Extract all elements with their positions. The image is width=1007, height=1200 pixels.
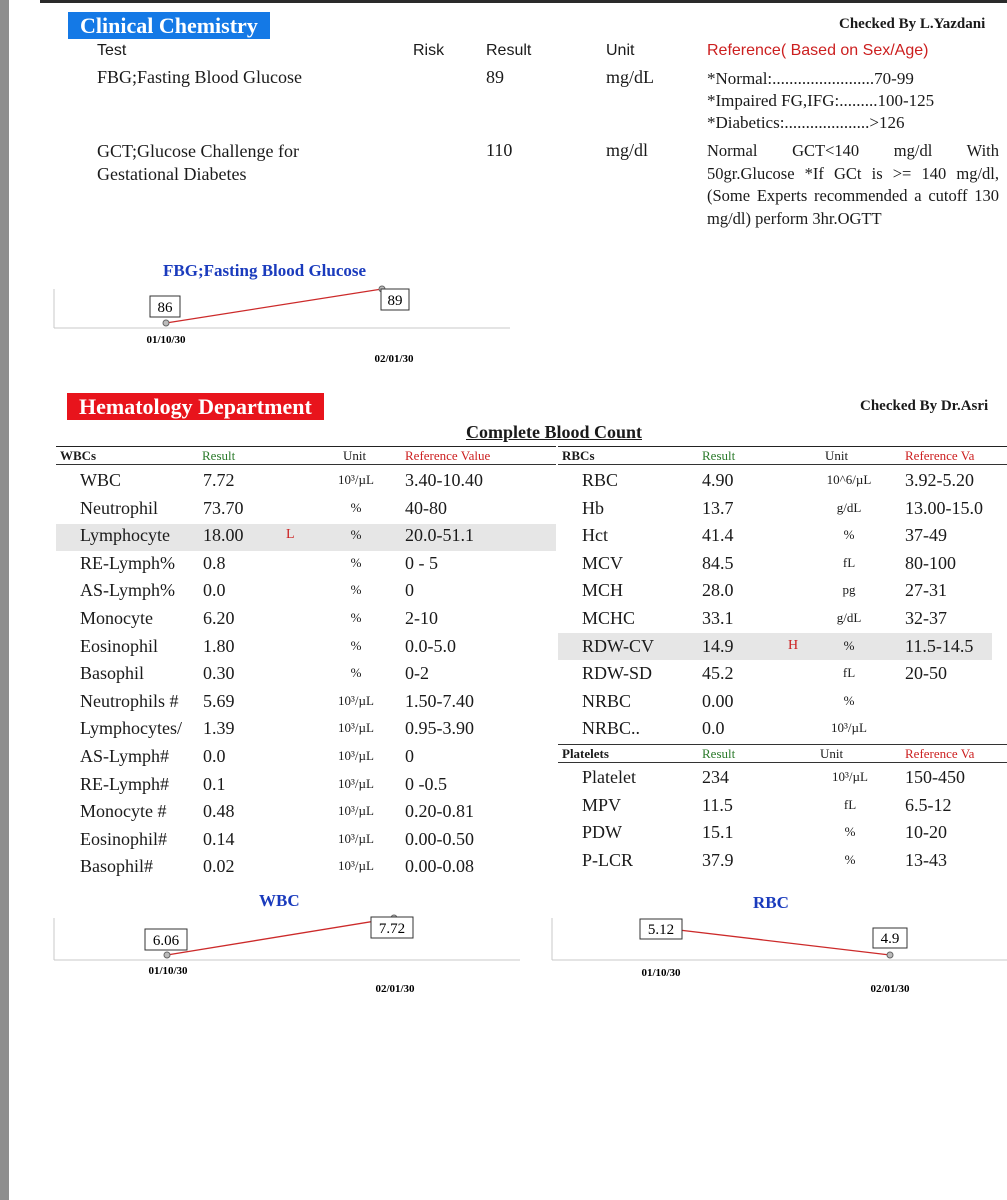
rbc-reference: 27-31 bbox=[905, 580, 947, 601]
wbc-reference: 0-2 bbox=[405, 663, 429, 684]
wbc-reference: 1.50-7.40 bbox=[405, 690, 474, 711]
wbc-result: 5.69 bbox=[203, 690, 235, 711]
wbc-unit: 10³/µL bbox=[338, 858, 374, 874]
wbc-test-name: Basophil# bbox=[80, 856, 154, 877]
wbc-col-group: WBCs bbox=[60, 448, 97, 463]
plt-reference: 13-43 bbox=[905, 849, 947, 870]
platelets-table-header bbox=[558, 744, 1007, 763]
wbc-row bbox=[56, 854, 536, 882]
rbc-unit: pg bbox=[842, 582, 856, 598]
clinical-chemistry-banner: Clinical Chemistry bbox=[68, 12, 270, 39]
plt-row bbox=[558, 793, 1007, 821]
wbc-test-name: Lymphocyte bbox=[80, 525, 170, 546]
plt-result: 11.5 bbox=[702, 794, 733, 815]
rbc-unit: fL bbox=[842, 554, 856, 570]
wbc-reference: 0 bbox=[405, 580, 414, 601]
rbc-col-reference: Reference Va bbox=[905, 448, 975, 463]
wbc-row bbox=[56, 468, 536, 496]
wbc-col-unit: Unit bbox=[343, 448, 367, 463]
rbc-value-label-2: 4.9 bbox=[880, 931, 900, 947]
fbg-trend-chart bbox=[52, 256, 512, 376]
fbg-reference bbox=[707, 68, 934, 134]
wbc-test-name: Eosinophil bbox=[80, 635, 159, 656]
wbc-result: 18.00 bbox=[203, 525, 244, 546]
wbc-result: 1.80 bbox=[203, 635, 235, 656]
rbc-flag: H bbox=[788, 637, 799, 653]
plt-result: 37.9 bbox=[702, 849, 734, 870]
header-unit: Unit bbox=[606, 42, 635, 59]
plt-col-result: Result bbox=[702, 746, 736, 761]
rbc-test-name: MCV bbox=[582, 552, 624, 573]
rbc-reference: 37-49 bbox=[905, 525, 947, 546]
gct-test-name bbox=[97, 140, 299, 186]
wbc-test-name: AS-Lymph% bbox=[80, 580, 176, 601]
rbc-result: 0.0 bbox=[702, 718, 725, 739]
wbc-reference: 40-80 bbox=[405, 497, 447, 518]
fbg-date-1: 01/10/30 bbox=[146, 334, 186, 346]
rbc-row bbox=[558, 634, 1007, 662]
plt-result: 15.1 bbox=[702, 822, 734, 843]
gct-result: 110 bbox=[486, 140, 513, 160]
rbc-col-result: Result bbox=[702, 448, 736, 463]
wbc-result: 0.14 bbox=[203, 828, 235, 849]
hematology-banner: Hematology Department bbox=[67, 393, 324, 420]
wbc-row bbox=[56, 716, 536, 744]
wbc-unit: 10³/µL bbox=[338, 720, 374, 736]
wbc-unit: 10³/µL bbox=[338, 803, 374, 819]
plt-test-name: MPV bbox=[582, 794, 622, 815]
wbc-test-name: Eosinophil# bbox=[80, 828, 168, 849]
wbc-result: 0.8 bbox=[203, 552, 226, 573]
wbc-result: 0.0 bbox=[203, 746, 226, 766]
wbc-row bbox=[56, 496, 536, 524]
fbg-trend-line bbox=[166, 289, 382, 323]
plt-col-unit: Unit bbox=[820, 746, 844, 761]
rbc-row bbox=[558, 496, 1007, 524]
rbc-result: 33.1 bbox=[702, 608, 734, 628]
rbc-row bbox=[558, 468, 1007, 496]
plt-result: 234 bbox=[702, 767, 729, 787]
wbc-unit: % bbox=[350, 554, 362, 570]
wbc-test-name: RE-Lymph% bbox=[80, 552, 175, 573]
wbc-reference: 0 - 5 bbox=[405, 552, 438, 573]
rbc-reference: 11.5-14.5 bbox=[905, 635, 974, 656]
wbc-reference: 0 -0.5 bbox=[405, 773, 447, 794]
wbc-chart-title: WBC bbox=[259, 891, 300, 910]
plt-unit: 10³/µL bbox=[832, 769, 868, 784]
fbg-test-name: FBG;Fasting Blood Glucose bbox=[97, 67, 303, 87]
wbc-unit: % bbox=[350, 665, 362, 681]
rbc-reference: 3.92-5.20 bbox=[905, 470, 974, 490]
wbc-reference: 2-10 bbox=[405, 608, 438, 628]
wbc-reference: 0.0-5.0 bbox=[405, 635, 456, 656]
wbc-result: 6.20 bbox=[203, 608, 235, 628]
wbc-result: 0.48 bbox=[203, 801, 235, 822]
wbc-reference: 0.20-0.81 bbox=[405, 801, 474, 822]
wbc-row bbox=[56, 772, 536, 800]
wbc-test-name: Neutrophils # bbox=[80, 690, 179, 711]
plt-reference: 150-450 bbox=[905, 767, 965, 787]
rbc-test-name: RDW-SD bbox=[582, 663, 653, 684]
fbg-point-1 bbox=[163, 320, 169, 326]
wbc-unit: 10³/µL bbox=[338, 830, 374, 846]
wbc-result: 0.1 bbox=[203, 773, 226, 794]
wbc-table-header bbox=[56, 446, 556, 465]
wbc-unit: % bbox=[350, 582, 362, 598]
rbc-unit: g/dL bbox=[836, 610, 862, 625]
cbc-title: Complete Blood Count bbox=[466, 422, 643, 442]
wbc-trend-line bbox=[167, 918, 394, 955]
rbc-result: 41.4 bbox=[702, 525, 734, 546]
fbg-date-2: 02/01/30 bbox=[374, 353, 414, 365]
clinical-checked-by: Checked By L.Yazdani bbox=[839, 16, 986, 32]
wbc-unit: 10³/µL bbox=[338, 472, 374, 487]
wbc-unit: % bbox=[350, 637, 362, 653]
wbc-unit: % bbox=[350, 527, 362, 543]
wbc-date-1: 01/10/30 bbox=[148, 965, 188, 977]
wbc-row bbox=[56, 578, 536, 606]
wbc-row bbox=[56, 551, 536, 579]
top-rule bbox=[40, 0, 1007, 3]
header-risk: Risk bbox=[413, 42, 445, 59]
rbc-unit: fL bbox=[842, 665, 856, 681]
rbc-test-name: MCHC bbox=[582, 608, 636, 628]
wbc-value-label-2: 7.72 bbox=[378, 921, 406, 937]
rbc-col-unit: Unit bbox=[825, 448, 849, 463]
plt-row bbox=[558, 765, 1007, 793]
wbc-row bbox=[56, 661, 536, 689]
plt-test-name: PDW bbox=[582, 822, 622, 843]
wbc-reference: 3.40-10.40 bbox=[405, 470, 483, 490]
gct-name-line2: Gestational Diabetes bbox=[97, 164, 247, 184]
plt-row bbox=[558, 848, 1007, 876]
plt-row bbox=[558, 820, 1007, 848]
rbc-test-name: RDW-CV bbox=[582, 635, 654, 656]
wbc-reference: 0.00-0.50 bbox=[405, 828, 474, 849]
wbc-test-name: WBC bbox=[80, 470, 122, 490]
wbc-reference: 0.00-0.08 bbox=[405, 856, 474, 877]
rbc-value-label-1: 5.12 bbox=[647, 922, 675, 938]
plt-test-name: P-LCR bbox=[582, 849, 634, 870]
fbg-chart-title: FBG;Fasting Blood Glucose bbox=[163, 261, 367, 280]
wbc-result: 1.39 bbox=[203, 718, 235, 739]
wbc-test-name: Basophil bbox=[80, 663, 145, 684]
rbc-result: 28.0 bbox=[702, 580, 734, 601]
rbc-result: 0.00 bbox=[702, 690, 734, 711]
wbc-result: 7.72 bbox=[203, 470, 235, 490]
rbc-reference: 20-50 bbox=[905, 663, 947, 684]
hematology-checked-by: Checked By Dr.Asri bbox=[860, 398, 989, 414]
rbc-reference: 32-37 bbox=[905, 608, 947, 628]
rbc-test-name: NRBC bbox=[582, 690, 632, 711]
rbc-result: 45.2 bbox=[702, 663, 734, 684]
gct-unit: mg/dl bbox=[606, 140, 649, 160]
plt-test-name: Platelet bbox=[582, 767, 636, 787]
rbc-unit: g/dL bbox=[836, 499, 862, 515]
wbc-result: 73.70 bbox=[203, 497, 244, 518]
wbc-row bbox=[56, 689, 536, 717]
rbc-test-name: MCH bbox=[582, 580, 624, 601]
fbg-unit: mg/dL bbox=[606, 67, 654, 87]
rbc-row bbox=[558, 661, 1007, 689]
rbc-row bbox=[558, 689, 1007, 717]
rbc-test-name: RBC bbox=[582, 470, 619, 490]
wbc-col-result: Result bbox=[202, 448, 236, 463]
wbc-test-name: Lymphocytes/ bbox=[80, 718, 182, 739]
rbc-result: 14.9 bbox=[702, 635, 734, 656]
rbc-row bbox=[558, 578, 1007, 606]
plt-col-reference: Reference Va bbox=[905, 746, 975, 761]
plt-unit: fL bbox=[843, 796, 857, 812]
header-reference: Reference( Based on Sex/Age) bbox=[707, 42, 929, 59]
wbc-reference: 20.0-51.1 bbox=[405, 525, 474, 546]
wbc-test-name: Monocyte bbox=[80, 608, 153, 628]
plt-unit: % bbox=[844, 851, 856, 867]
wbc-row bbox=[56, 799, 536, 827]
fbg-ref-impaired: *Impaired FG,IFG:.........100-125 bbox=[707, 91, 935, 110]
wbc-test-name: Monocyte # bbox=[80, 801, 167, 822]
wbc-result: 0.30 bbox=[203, 663, 235, 684]
gct-name-line1: GCT;Glucose Challenge for bbox=[97, 141, 299, 161]
fbg-result: 89 bbox=[486, 67, 504, 87]
wbc-date-2: 02/01/30 bbox=[375, 983, 415, 995]
rbc-date-2: 02/01/30 bbox=[870, 983, 910, 995]
rbc-unit: % bbox=[843, 637, 855, 653]
wbc-test-name: RE-Lymph# bbox=[80, 773, 169, 794]
rbc-test-name: Hct bbox=[582, 525, 608, 546]
rbc-point-2 bbox=[887, 952, 893, 958]
plt-col-group: Platelets bbox=[562, 746, 609, 761]
rbc-trend-line bbox=[662, 928, 890, 955]
header-test: Test bbox=[97, 42, 127, 59]
rbc-col-group: RBCs bbox=[562, 448, 595, 463]
rbc-result: 84.5 bbox=[702, 552, 734, 573]
rbc-unit: 10³/µL bbox=[831, 720, 867, 736]
plt-reference: 10-20 bbox=[905, 822, 947, 843]
fbg-value-label-2: 89 bbox=[387, 293, 403, 309]
plt-reference: 6.5-12 bbox=[905, 794, 952, 815]
wbc-row bbox=[56, 606, 536, 634]
wbc-result: 0.02 bbox=[203, 856, 235, 877]
wbc-reference: 0 bbox=[405, 746, 414, 766]
wbc-flag: L bbox=[286, 527, 295, 543]
wbc-row bbox=[56, 827, 536, 855]
rbc-date-1: 01/10/30 bbox=[641, 967, 681, 979]
rbc-trend-chart bbox=[550, 886, 1007, 1001]
rbc-unit: % bbox=[843, 692, 855, 708]
wbc-test-name: Neutrophil bbox=[80, 497, 158, 518]
plt-unit: % bbox=[844, 824, 856, 840]
fbg-ref-diabetics: *Diabetics:....................>126 bbox=[707, 113, 905, 132]
wbc-unit: 10³/µL bbox=[338, 748, 374, 763]
left-frame-border bbox=[0, 0, 9, 1200]
rbc-row bbox=[558, 606, 1007, 634]
wbc-value-label-1: 6.06 bbox=[152, 933, 180, 949]
rbc-chart-title: RBC bbox=[753, 893, 789, 912]
wbc-test-name: AS-Lymph# bbox=[80, 746, 170, 766]
wbc-reference: 0.95-3.90 bbox=[405, 718, 474, 739]
wbc-row bbox=[56, 634, 536, 662]
wbc-unit: % bbox=[350, 610, 362, 625]
rbc-row bbox=[558, 716, 1007, 744]
wbc-row bbox=[56, 744, 536, 772]
rbc-reference: 13.00-15.0 bbox=[905, 497, 983, 518]
rbc-result: 13.7 bbox=[702, 497, 734, 518]
wbc-row bbox=[56, 523, 536, 551]
wbc-result: 0.0 bbox=[203, 580, 226, 601]
rbc-test-name: Hb bbox=[582, 497, 604, 518]
gct-reference: Normal GCT<140 mg/dl With 50gr.Glucose *If GCt is >= 140 mg/dl,(Some Experts recommended a cutoff 130 mg/dl) perform 3hr.OGTT bbox=[707, 141, 999, 228]
header-result: Result bbox=[486, 42, 532, 59]
fbg-ref-normal: *Normal:........................70-99 bbox=[707, 69, 914, 88]
rbc-test-name: NRBC.. bbox=[582, 718, 641, 739]
wbc-point-1 bbox=[164, 952, 170, 958]
fbg-value-label-1: 86 bbox=[157, 300, 173, 316]
wbc-trend-chart bbox=[52, 886, 522, 1001]
wbc-unit: 10³/µL bbox=[338, 692, 374, 708]
rbc-row bbox=[558, 523, 1007, 551]
wbc-unit: % bbox=[350, 499, 362, 515]
rbc-result: 4.90 bbox=[702, 470, 734, 490]
wbc-unit: 10³/µL bbox=[338, 775, 374, 791]
rbc-table-header bbox=[558, 446, 1007, 465]
rbc-reference: 80-100 bbox=[905, 552, 956, 573]
wbc-col-reference: Reference Value bbox=[405, 448, 491, 463]
rbc-unit: % bbox=[843, 527, 855, 543]
rbc-row bbox=[558, 551, 1007, 579]
rbc-unit: 10^6/µL bbox=[826, 472, 872, 487]
